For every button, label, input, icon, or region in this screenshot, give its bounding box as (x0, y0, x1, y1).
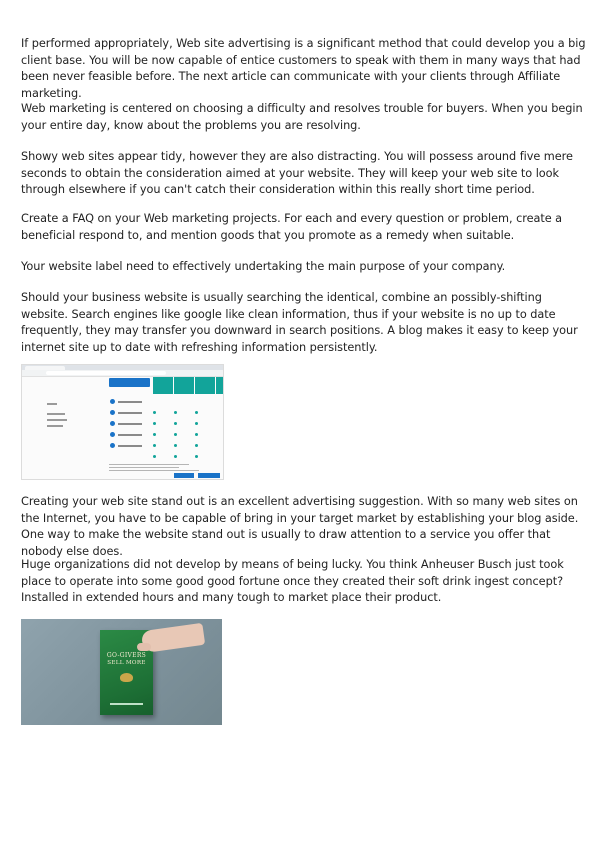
paragraph-5: Your website label need to effectively undertaking the main purpose of your company. (21, 260, 506, 273)
footnote-line (109, 470, 199, 471)
paragraph-3: Showy web sites appear tidy, however they are also distracting. You will possess around five mere seconds to obtain the consideration aimed at your website. They will keep your web site to look through elsewhere if you can't catch their consideration within this really short time period. (21, 150, 573, 196)
book-title-line-2: SELL MORE (107, 660, 146, 666)
paragraph-4: Create a FAQ on your Web marketing projects. For each and every question or problem, create a beneficial respond to, and mention goods that you promote as a remedy when suitable. (21, 212, 563, 242)
footnote-line (109, 467, 179, 468)
sidebar-line (47, 419, 67, 421)
check-dot (174, 455, 177, 458)
book-emblem (120, 673, 133, 682)
address-input (46, 371, 166, 375)
check-dot (174, 433, 177, 436)
check-dot (195, 455, 198, 458)
paragraph-7: Creating your web site stand out is an excellent advertising suggestion. With so many web sites on the Internet, you have to be capable of bring in your target market by establishing your blog aside. One way to make the website stand out is usually to draw attention to a service you offer that nobody else does. (21, 495, 579, 558)
feature-label (118, 423, 142, 425)
feature-label (118, 445, 142, 447)
footer-button (198, 473, 220, 478)
check-dot (153, 444, 156, 447)
feature-icon (110, 443, 115, 448)
check-dot (195, 422, 198, 425)
paragraph-1: If performed appropriately, Web site advertising is a significant method that could develop you a big client base. You will be now capable of entice customers to speak with them in many ways that had been never feasible before. The next article can communicate with your clients through Affiliate marketing. (21, 37, 586, 100)
footer-button (174, 473, 194, 478)
pricing-page-screenshot (21, 364, 224, 480)
feature-label (118, 412, 142, 414)
book-photo (21, 619, 222, 725)
check-dot (195, 433, 198, 436)
paragraph-2: Web marketing is centered on choosing a difficulty and resolves trouble for buyers. When you begin your entire day, know about the problems you are resolving. (21, 102, 583, 132)
finger (137, 643, 151, 651)
check-dot (174, 444, 177, 447)
feature-icon (110, 432, 115, 437)
book-byline (110, 703, 143, 705)
plan-column-2 (174, 377, 194, 394)
feature-label (118, 434, 142, 436)
feature-icon (110, 399, 115, 404)
sidebar-heading (47, 403, 57, 405)
pricing-cta-button (109, 378, 150, 387)
check-dot (153, 433, 156, 436)
plan-column-3 (195, 377, 215, 394)
check-dot (195, 444, 198, 447)
plan-column-1 (153, 377, 173, 394)
check-dot (153, 411, 156, 414)
feature-icon (110, 421, 115, 426)
book-title-line-1: GO-GIVERS (106, 652, 147, 659)
feature-icon (110, 410, 115, 415)
sidebar-line (47, 413, 65, 415)
paragraph-8: Huge organizations did not develop by means of being lucky. You think Anheuser Busch just took place to operate into some good good fortune once they created their soft drink ingest concept? Installed in extended hours and many tough to market place their product. (21, 558, 564, 604)
check-dot (153, 422, 156, 425)
check-dot (174, 422, 177, 425)
check-dot (174, 411, 177, 414)
feature-label (118, 401, 142, 403)
plan-column-4 (216, 377, 224, 394)
check-dot (195, 411, 198, 414)
paragraph-6: Should your business website is usually searching the identical, combine an possibly-shifting website. Search engines like google like clean information, thus if your website is no up to date frequently, they may transfer you downward in search positions. A blog makes it easy to keep your internet site up to date with refreshing information persistently. (21, 291, 578, 354)
footnote-line (109, 464, 189, 465)
sidebar-line (47, 425, 63, 427)
check-dot (153, 455, 156, 458)
